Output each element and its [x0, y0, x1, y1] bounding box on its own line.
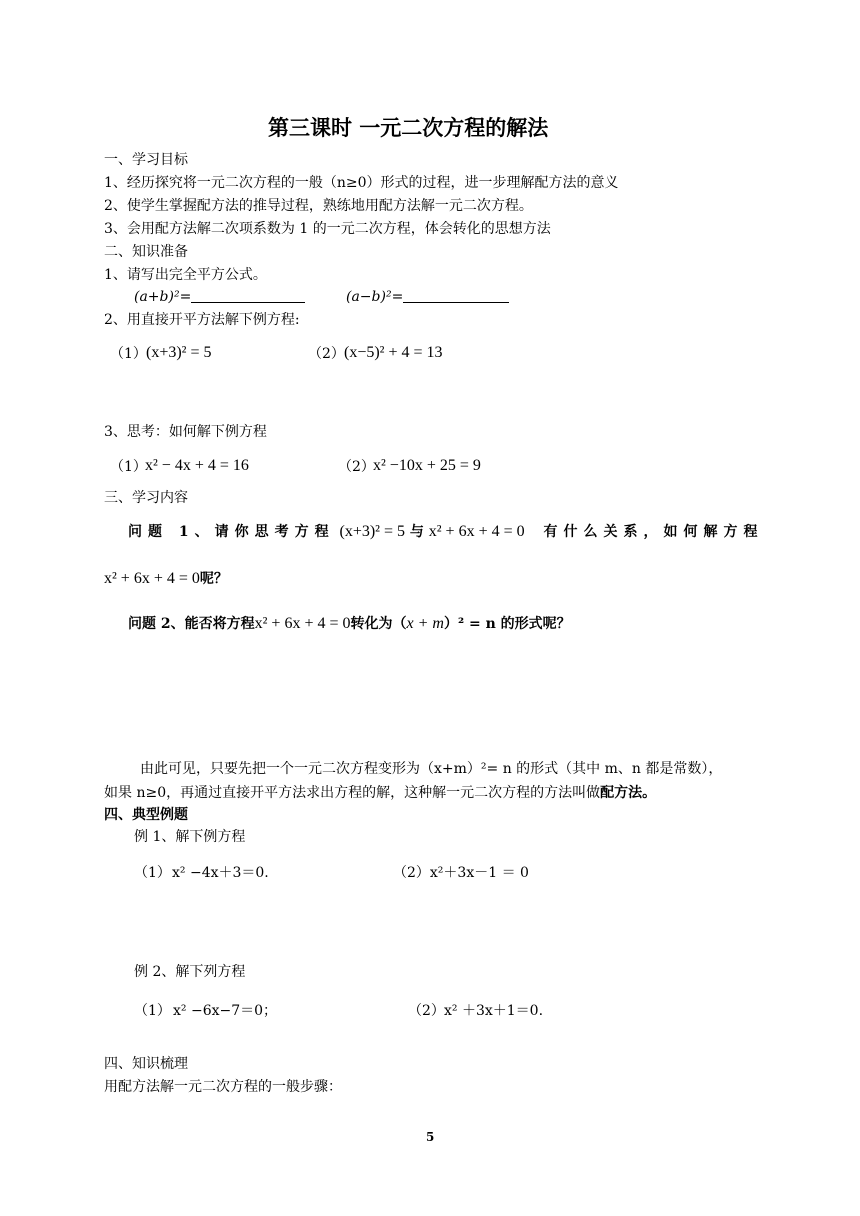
problem-1 — [128, 524, 764, 540]
problem-2-text: 问题 2、能否将方程 — [128, 616, 255, 632]
example-2-title: 例 2、解下列方程 — [134, 964, 246, 980]
question-2: 2、用直接开平方法解下例方程: — [104, 312, 300, 328]
formula-square-sum-text: (a+b)²= — [134, 289, 192, 305]
section-heading-goals: 一、学习目标 — [104, 152, 188, 168]
section-heading-examples: 四、典型例题 — [104, 807, 188, 823]
method-paragraph-text: 如果 n≥0，再通过直接开平方法求出方程的解，这种解一元二次方程的方法叫做 — [104, 785, 601, 801]
formula-square-diff-text: (a−b)²= — [346, 289, 404, 305]
section-heading-preparation: 二、知识准备 — [104, 244, 188, 260]
example-2-eq2: x² ＋3x＋1＝0. — [444, 1003, 544, 1019]
q3-equation-1: x² − 4x + 4 = 16 — [145, 457, 249, 474]
problem-1-text: 问题 1、请你思考方程 — [128, 524, 335, 540]
page-title: 第三课时 一元二次方程的解法 — [268, 116, 549, 140]
q2-equation-1: (x+3)² = 5 — [146, 344, 212, 361]
problem-2-text: 转化为（ — [350, 616, 407, 632]
formula-square-diff — [346, 290, 509, 304]
problem-2-text: ）² = n 的形式呢？ — [443, 616, 571, 632]
problem-1-equation: x² + 6x + 4 = 0 — [428, 523, 525, 540]
answer-blank — [403, 290, 509, 303]
section-heading-content: 三、学习内容 — [104, 490, 188, 506]
section-heading-summary: 四、知识梳理 — [104, 1056, 188, 1072]
problem-1-continued — [104, 571, 228, 587]
page-number: 5 — [426, 1130, 435, 1144]
goal-item: 2、使学生掌握配方法的推导过程，熟练地用配方法解一元二次方程。 — [104, 198, 533, 214]
example-2-eq1: x² −6x−7＝0； — [173, 1003, 278, 1019]
answer-blank — [191, 290, 305, 303]
method-paragraph-line-2 — [104, 786, 656, 800]
q2-equation-1-label: （1） — [110, 346, 147, 362]
q3-equation-1-label: （1） — [110, 459, 147, 475]
example-1-eq1-label: （1） — [134, 865, 171, 881]
problem-2 — [128, 616, 571, 632]
question-3: 3、思考：如何解下例方程 — [104, 424, 267, 440]
problem-1-connector: 与 — [409, 524, 424, 540]
problem-1-text: 有什么关系，如何解方程 — [543, 524, 764, 540]
summary-text: 用配方法解一元二次方程的一般步骤： — [104, 1079, 342, 1095]
problem-2-equation: x + m — [406, 615, 444, 632]
q2-equation-2: (x−5)² + 4 = 13 — [344, 344, 443, 361]
example-2-eq1-label: （1） — [134, 1003, 171, 1019]
problem-2-equation: x² + 6x + 4 = 0 — [254, 615, 351, 632]
q3-equation-2: x² −10x + 25 = 9 — [373, 457, 481, 474]
problem-1-equation: (x+3)² = 5 — [339, 523, 405, 540]
example-2-eq2-label: （2） — [408, 1003, 445, 1019]
example-1-title: 例 1、解下例方程 — [134, 829, 246, 845]
goal-item: 1、经历探究将一元二次方程的一般（n≥0）形式的过程，进一步理解配方法的意义 — [104, 175, 619, 191]
example-1-eq1: x² −4x＋3＝0. — [172, 865, 269, 881]
method-paragraph-line-1: 由此可见，只要先把一个一元二次方程变形为（x+m）²= n 的形式（其中 m、n 都是常数）， — [140, 761, 723, 777]
question-1: 1、请写出完全平方公式。 — [104, 267, 267, 283]
q3-equation-2-label: （2） — [338, 459, 375, 475]
problem-1-equation: x² + 6x + 4 = 0 — [104, 570, 200, 587]
q2-equation-2-label: （2） — [308, 346, 345, 362]
example-1-eq2: （2）x²＋3x－1 ＝ 0 — [393, 865, 529, 881]
goal-item: 3、会用配方法解二次项系数为 1 的一元二次方程，体会转化的思想方法 — [104, 221, 551, 237]
formula-square-sum — [134, 290, 305, 304]
problem-1-text: 呢？ — [199, 571, 228, 587]
method-name: 配方法。 — [600, 785, 657, 801]
